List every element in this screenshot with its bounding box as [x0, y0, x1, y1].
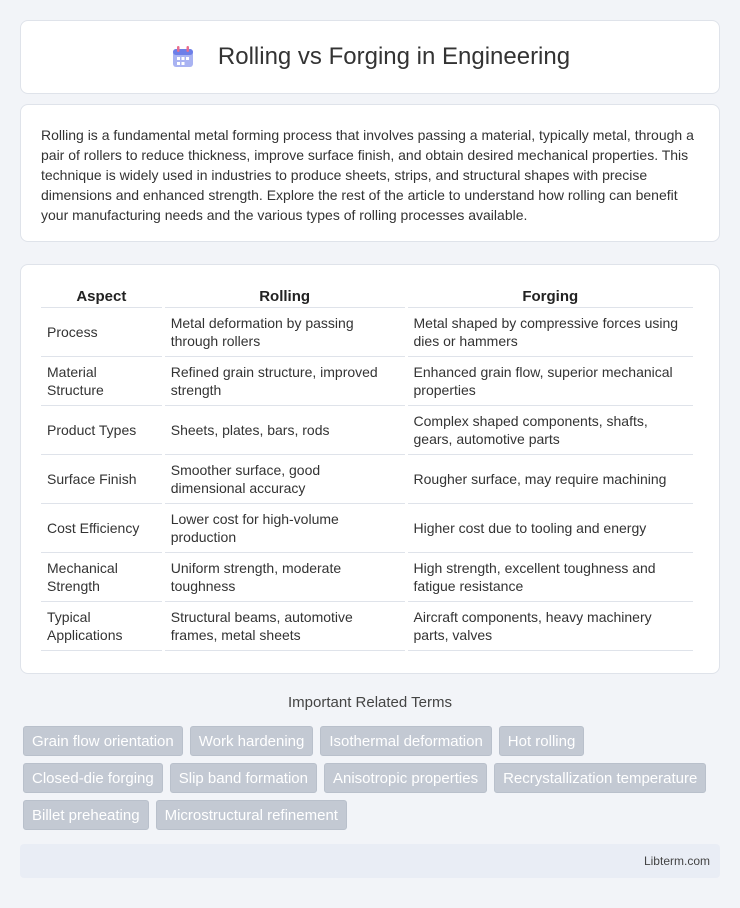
term-tag[interactable]: Billet preheating: [23, 800, 149, 830]
term-tag[interactable]: Isothermal deformation: [320, 726, 491, 756]
comparison-table: [38, 285, 696, 651]
intro-card: [20, 104, 720, 242]
table-header-row: [41, 285, 693, 308]
row-aspect: Cost Efficiency: [41, 504, 162, 553]
table-row: [41, 455, 693, 504]
term-tag[interactable]: Grain flow orientation: [23, 726, 183, 756]
row-forging: Metal shaped by compressive forces using dies or hammers: [408, 308, 693, 357]
row-rolling: Refined grain structure, improved strength: [165, 357, 405, 406]
row-rolling: Metal deformation by passing through rollers: [165, 308, 405, 357]
header-rolling: Rolling: [165, 285, 405, 308]
row-aspect: Typical Applications: [41, 602, 162, 651]
term-tag[interactable]: Recrystallization temperature: [494, 763, 706, 793]
table-row: [41, 504, 693, 553]
row-rolling: Structural beams, automotive frames, metal sheets: [165, 602, 405, 651]
row-rolling: Uniform strength, moderate toughness: [165, 553, 405, 602]
row-forging: Complex shaped components, shafts, gears, automotive parts: [408, 406, 693, 455]
row-forging: Enhanced grain flow, superior mechanical properties: [408, 357, 693, 406]
related-terms-list: [23, 726, 723, 830]
term-tag[interactable]: Microstructural refinement: [156, 800, 347, 830]
table-row: [41, 357, 693, 406]
table-row: [41, 553, 693, 602]
row-forging: Aircraft components, heavy machinery parts, valves: [408, 602, 693, 651]
row-aspect: Mechanical Strength: [41, 553, 162, 602]
row-rolling: Smoother surface, good dimensional accuracy: [165, 455, 405, 504]
row-aspect: Surface Finish: [41, 455, 162, 504]
related-terms-title: Important Related Terms: [288, 694, 452, 711]
table-row: [41, 602, 693, 651]
row-rolling: Lower cost for high-volume production: [165, 504, 405, 553]
row-forging: Rougher surface, may require machining: [408, 455, 693, 504]
row-forging: High strength, excellent toughness and fatigue resistance: [408, 553, 693, 602]
term-tag[interactable]: Hot rolling: [499, 726, 585, 756]
intro-text: Rolling is a fundamental metal forming process that involves passing a material, typically metal, through a pair of rollers to reduce thickness, improve surface finish, and obtain desired mechanical properties. This technique is widely used in industries to produce sheets, strips, and structural shapes with precise dimensions and enhanced strength. Explore the rest of the article to understand how rolling can benefit your manufacturing needs and the various types of rolling processes available.: [41, 127, 694, 223]
header-aspect: Aspect: [41, 285, 162, 308]
footer: [20, 844, 720, 878]
row-aspect: Material Structure: [41, 357, 162, 406]
term-tag[interactable]: Work hardening: [190, 726, 314, 756]
term-tag[interactable]: Closed-die forging: [23, 763, 163, 793]
header-forging: Forging: [408, 285, 693, 308]
calendar-icon: [170, 44, 196, 70]
row-forging: Higher cost due to tooling and energy: [408, 504, 693, 553]
row-aspect: Process: [41, 308, 162, 357]
comparison-card: [20, 264, 720, 674]
header-card: [20, 20, 720, 94]
table-row: [41, 308, 693, 357]
term-tag[interactable]: Slip band formation: [170, 763, 317, 793]
footer-brand-link[interactable]: Libterm.com: [643, 854, 710, 868]
term-tag[interactable]: Anisotropic properties: [324, 763, 487, 793]
row-aspect: Product Types: [41, 406, 162, 455]
table-row: [41, 406, 693, 455]
page-title: Rolling vs Forging in Engineering: [217, 43, 571, 70]
row-rolling: Sheets, plates, bars, rods: [165, 406, 405, 455]
